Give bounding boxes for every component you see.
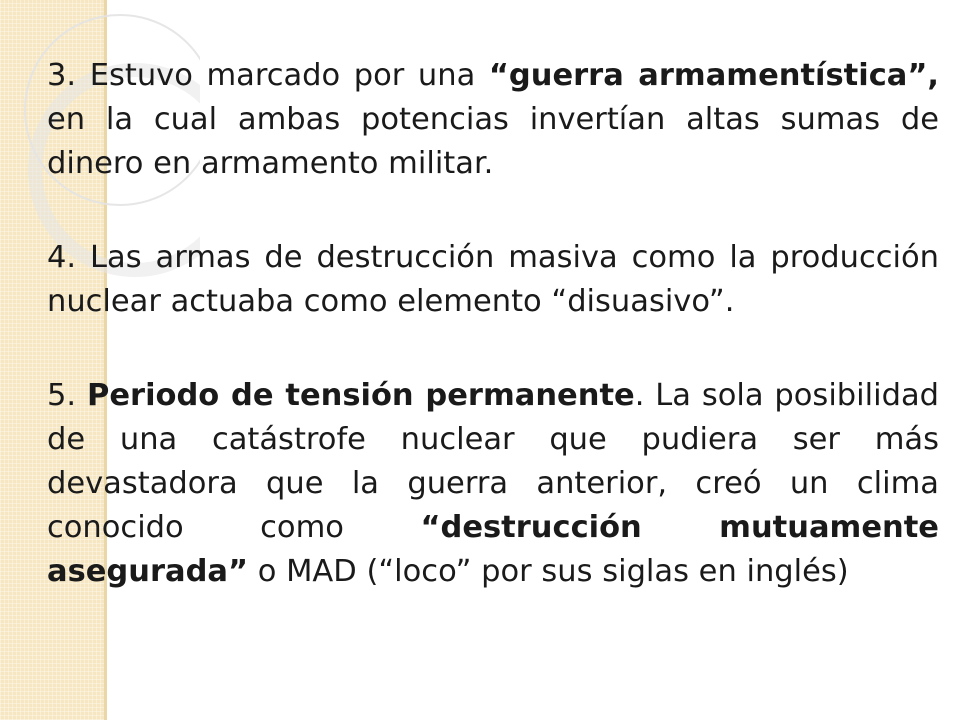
paragraph-number: 3.: [47, 58, 77, 93]
bold-text-segment: “destrucción mutuamente asegurada”: [47, 510, 939, 589]
paragraph-number: 4.: [47, 240, 77, 275]
bold-text-segment: “guerra armamentística”,: [488, 58, 939, 93]
text-segment: . La sola posibilidad de una catástrofe nuclear que pudiera ser más devastadora que la guerra anterior, creó un clima conocido como: [47, 378, 939, 545]
paragraph-4: [47, 236, 939, 324]
text-segment: Estuvo marcado por una: [89, 58, 489, 93]
paragraph-5: [47, 374, 939, 594]
paragraph-number: 5.: [47, 378, 77, 413]
text-segment: en la cual ambas potencias invertían altas sumas de dinero en armamento militar.: [47, 102, 939, 181]
bold-text-segment: Periodo de tensión permanente: [86, 378, 635, 413]
paragraph-3: [47, 54, 939, 186]
slide-body: [47, 54, 939, 594]
text-segment: Las armas de destrucción masiva como la producción nuclear actuaba como elemento “disuasivo”.: [47, 240, 939, 319]
text-segment: o MAD (“loco” por sus siglas en inglés): [248, 554, 849, 589]
